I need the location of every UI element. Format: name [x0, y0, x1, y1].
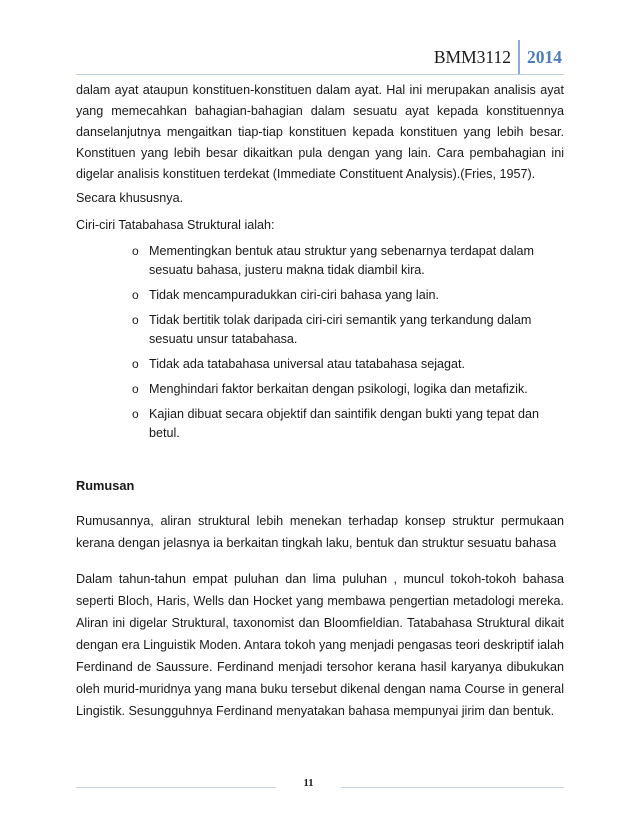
bullet-icon: o — [132, 382, 139, 396]
page-header — [434, 40, 562, 74]
header-year: 2014 — [527, 46, 562, 67]
list-item — [132, 405, 564, 443]
list-item-text: Kajian dibuat secara objektif dan saintifik dengan bukti yang tepat dan betul. — [149, 407, 539, 440]
list-item-text: Tidak mencampuradukkan ciri-ciri bahasa yang lain. — [149, 288, 440, 302]
bullet-icon: o — [132, 288, 139, 302]
list-item — [132, 286, 564, 305]
list-item-text: Tidak ada tatabahasa universal atau tatabahasa sejagat. — [149, 357, 465, 371]
bullet-icon: o — [132, 357, 139, 371]
features-list — [76, 242, 564, 443]
course-code: BMM3112 — [433, 46, 511, 67]
summary-paragraph-2: Dalam tahun-tahun empat puluhan dan lima puluhan , muncul tokoh-tokoh bahasa seperti Bloch, Haris, Wells dan Hocket yang membawa pengertian metadologi mereka. Aliran ini digelar Struktural, taxonomist dan Bloomfieldian. Tatabahasa Struktural dikait dengan era Linguistik Moden. Antara tokoh yang menjadi pengasas teori deskriptif ialah Ferdinand de Saussure. Ferdinand menjadi tersohor kerana hasil karyanya dibukukan oleh murid-muridnya yang mana buku tersebut dikenal dengan nama Course in general Lingistik. Sesungguhnya Ferdinand menyatakan bahasa mempunyai jirim dan bentuk. — [76, 572, 564, 718]
footer-rule-left — [76, 787, 276, 788]
summary-paragraph-1: Rumusannya, aliran struktural lebih menekan terhadap konsep struktur permukaan kerana dengan jelasnya ia berkaitan tingkah laku, bentuk dan struktur sesuatu bahasa — [76, 514, 564, 550]
list-item-text: Menghindari faktor berkaitan dengan psikologi, logika dan metafizik. — [149, 382, 528, 396]
list-intro: Ciri-ciri Tatabahasa Struktural ialah: — [76, 218, 275, 232]
page-content — [76, 80, 564, 722]
list-item — [132, 311, 564, 349]
list-item-text: Mementingkan bentuk atau struktur yang sebenarnya terdapat dalam sesuatu bahasa, justeru makna tidak diambil kira. — [149, 244, 535, 277]
footer-rule-right — [341, 787, 564, 788]
list-item — [132, 242, 564, 280]
bullet-icon: o — [132, 313, 139, 327]
bullet-icon: o — [132, 407, 139, 421]
page-number: 11 — [303, 778, 314, 789]
bullet-icon: o — [132, 244, 139, 258]
header-rule — [76, 74, 564, 75]
intro-last-line: Secara khususnya. — [76, 191, 184, 205]
list-item-text: Tidak bertitik tolak daripada ciri-ciri semantik yang terkandung dalam sesuatu unsur tatabahasa. — [149, 313, 532, 346]
list-item — [132, 355, 564, 374]
intro-paragraph: dalam ayat ataupun konstituen-konstituen dalam ayat. Hal ini merupakan analisis ayat yang memecahkan bahagian-bahagian dalam sesuatu ayat kepada konstituennya danselanjutnya mengaitkan tiap-tiap konstituen kepada konstituen yang lebih besar. Konstituen yang lebih besar dikaitkan pula dengan yang lain. Cara pembahagian ini digelar analisis konstituen terdekat (Immediate Constituent Analysis).(Fries, 1957). — [76, 83, 564, 181]
list-item — [132, 380, 564, 399]
section-heading: Rumusan — [76, 478, 135, 493]
